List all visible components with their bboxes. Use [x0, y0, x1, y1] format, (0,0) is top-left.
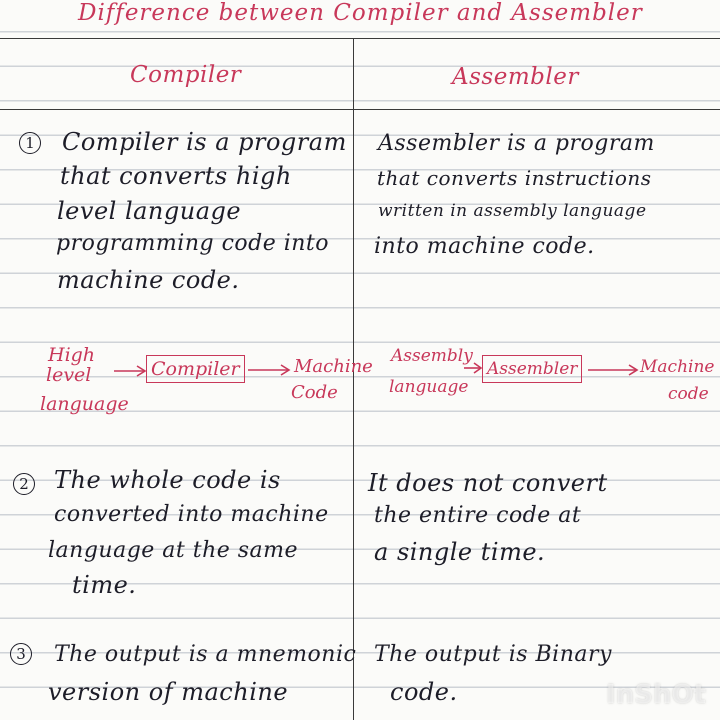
- diagram-right-output-line2: code: [668, 384, 709, 404]
- row3-left-line1: The output is a mnemonic: [54, 642, 357, 667]
- diagram-right-arrow-out: [586, 362, 640, 378]
- row1-right-line1: Assembler is a program: [378, 131, 655, 156]
- header-bottom-rule: [0, 109, 720, 110]
- diagram-left-output-line2: Code: [291, 382, 338, 403]
- row2-right-line1: It does not convert: [368, 469, 608, 497]
- diagram-right-input-line1: Assembly: [391, 346, 473, 366]
- row1-left-line4: programming code into: [56, 231, 330, 256]
- row1-right-line4: into machine code.: [374, 234, 595, 259]
- row1-left-line3: level language: [57, 197, 242, 225]
- page-title: Difference between Compiler and Assembler: [78, 0, 643, 26]
- row-number-3: 3: [10, 643, 32, 665]
- column-divider: [353, 38, 354, 720]
- diagram-left-output-line1: Machine: [294, 356, 373, 377]
- row2-left-line2: converted into machine: [54, 502, 329, 527]
- diagram-left-input-line2: level: [46, 364, 92, 386]
- diagram-left-compiler-box: Compiler: [146, 355, 245, 383]
- header-top-rule: [0, 38, 720, 39]
- diagram-right-assembler-box: Assembler: [482, 355, 582, 383]
- diagram-right-input-line2: language: [389, 377, 469, 397]
- row3-left-line2: version of machine: [48, 678, 289, 706]
- row3-right-line2: code.: [390, 678, 458, 706]
- row2-left-line4: time.: [72, 571, 137, 599]
- row1-right-line3: written in assembly language: [378, 201, 647, 221]
- app-watermark: InShOt: [606, 680, 706, 710]
- diagram-left-input-line1: High: [48, 344, 96, 366]
- row2-left-line1: The whole code is: [54, 466, 281, 494]
- row1-left-line1: Compiler is a program: [62, 128, 347, 156]
- diagram-left-arrow-in: [112, 363, 148, 379]
- column-header-right: Assembler: [452, 64, 579, 90]
- row2-left-line3: language at the same: [48, 538, 299, 563]
- diagram-right-arrow-in: [462, 360, 484, 376]
- diagram-left-arrow-out: [246, 362, 292, 378]
- diagram-left-input-line3: language: [40, 393, 129, 415]
- row3-right-line1: The output is Binary: [374, 642, 612, 667]
- row-number-2: 2: [13, 473, 35, 495]
- row1-left-line2: that converts high: [60, 162, 292, 190]
- row-number-1: 1: [19, 132, 41, 154]
- diagram-right-output-line1: Machine: [640, 357, 715, 377]
- row2-right-line3: a single time.: [374, 538, 546, 566]
- row2-right-line2: the entire code at: [374, 503, 582, 528]
- row1-left-line5: machine code.: [57, 266, 240, 294]
- column-header-left: Compiler: [130, 62, 242, 88]
- row1-right-line2: that converts instructions: [377, 166, 652, 190]
